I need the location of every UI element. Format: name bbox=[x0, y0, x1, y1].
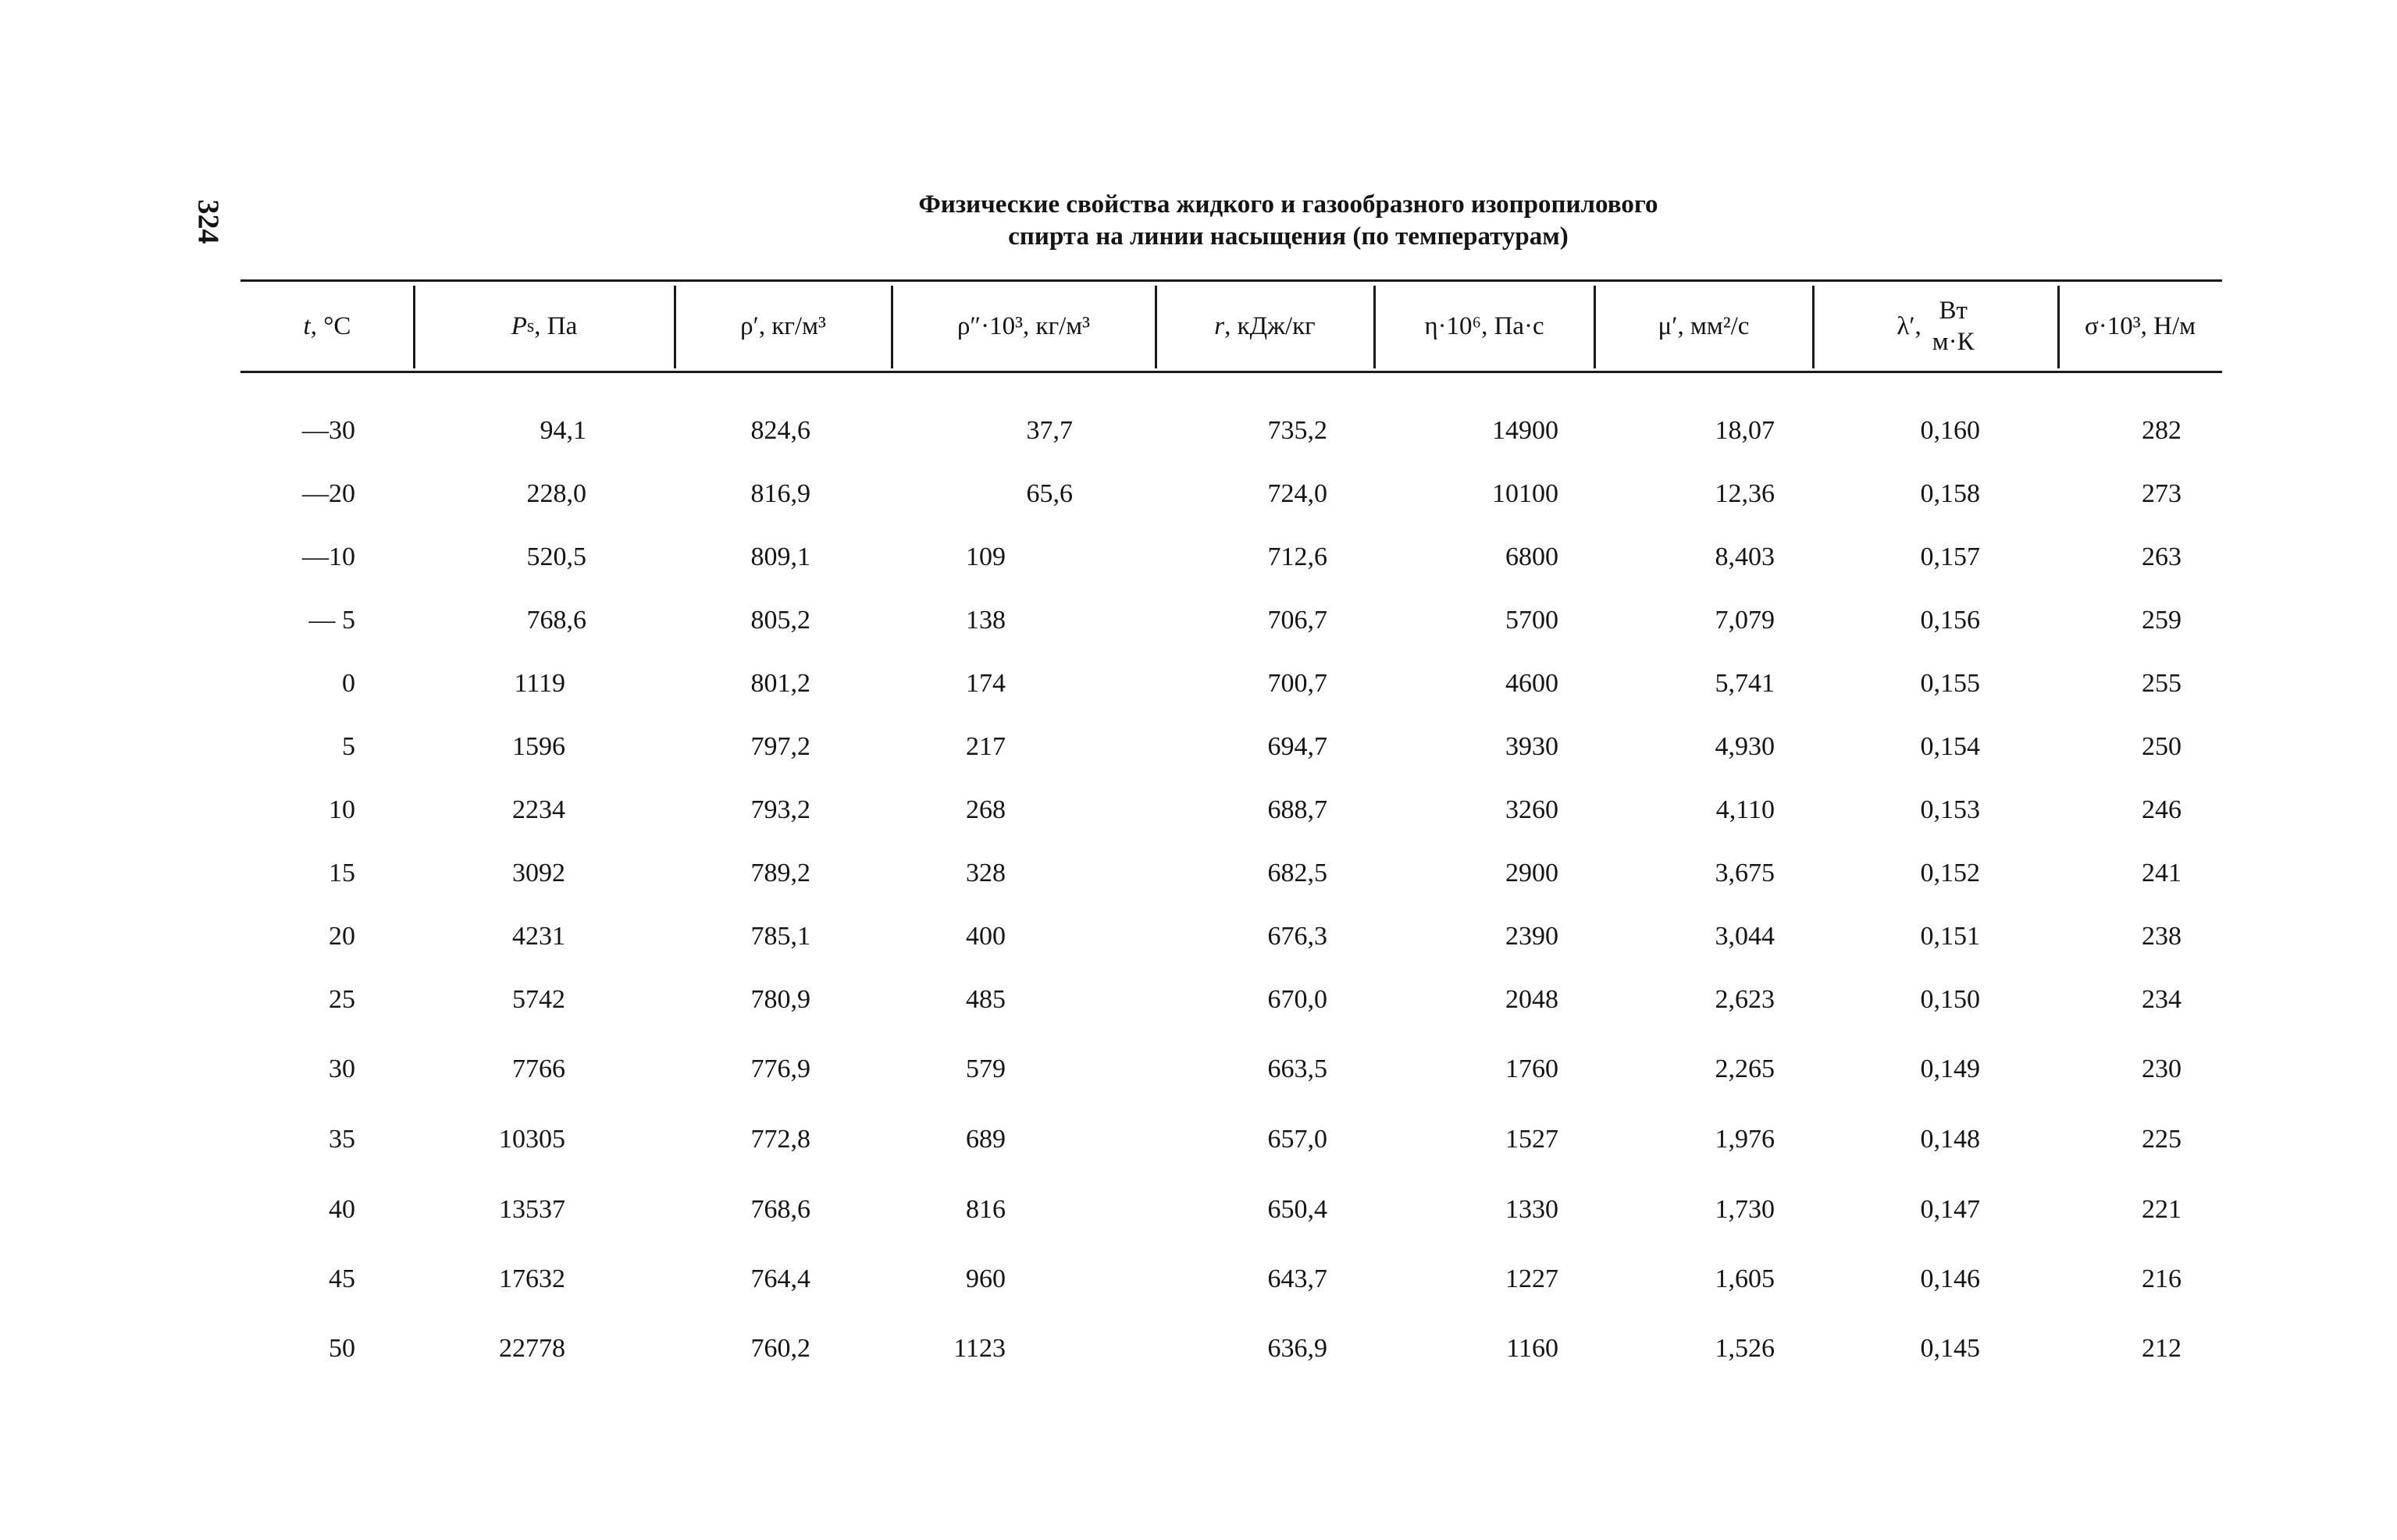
cell-ps: 228,0 bbox=[526, 479, 586, 508]
cell-r: 676,3 bbox=[1267, 922, 1327, 951]
cell-rho-vap: 138 bbox=[966, 606, 1006, 635]
cell-ps: 94,1 bbox=[540, 416, 586, 445]
cell-t: 5 bbox=[342, 732, 355, 761]
cell-rho-vap: 37,7 bbox=[1026, 416, 1073, 445]
column-divider bbox=[1812, 286, 1815, 368]
cell-mu: 1,526 bbox=[1715, 1334, 1775, 1363]
cell-t: 20 bbox=[329, 922, 355, 951]
column-divider bbox=[1373, 286, 1376, 368]
cell-r: 663,5 bbox=[1267, 1055, 1327, 1083]
header-latent-heat bbox=[1156, 282, 1374, 371]
header-surface-tension: σ·10³, Н/м bbox=[2084, 311, 2196, 340]
cell-r: 706,7 bbox=[1267, 606, 1327, 635]
cell-sigma: 230 bbox=[2142, 1055, 2182, 1083]
cell-mu: 7,079 bbox=[1715, 606, 1775, 635]
cell-mu: 2,623 bbox=[1715, 985, 1775, 1014]
cell-sigma: 234 bbox=[2142, 985, 2182, 1014]
cell-sigma: 216 bbox=[2142, 1264, 2182, 1293]
cell-rho-liq: 772,8 bbox=[750, 1125, 810, 1154]
table-row bbox=[240, 976, 2222, 1023]
cell-rho-liq: 768,6 bbox=[750, 1195, 810, 1224]
cell-t: —10 bbox=[302, 542, 355, 571]
cell-ps: 4231 bbox=[512, 922, 565, 951]
cell-sigma: 241 bbox=[2142, 859, 2182, 887]
cell-lambda: 0,147 bbox=[1920, 1195, 1980, 1224]
cell-eta: 2900 bbox=[1505, 859, 1558, 887]
column-divider bbox=[413, 286, 415, 368]
cell-mu: 2,265 bbox=[1715, 1055, 1775, 1083]
cell-lambda: 0,158 bbox=[1920, 479, 1980, 508]
cell-mu: 3,044 bbox=[1715, 922, 1775, 951]
cell-rho-vap: 217 bbox=[966, 732, 1006, 761]
table-header-row bbox=[240, 282, 2222, 371]
cell-ps: 22778 bbox=[499, 1334, 565, 1363]
cell-r: 670,0 bbox=[1267, 985, 1327, 1014]
cell-eta: 2390 bbox=[1505, 922, 1558, 951]
header-thermal-conductivity-unit-numerator: Вт bbox=[1939, 297, 1968, 325]
cell-lambda: 0,154 bbox=[1920, 732, 1980, 761]
header-thermal-conductivity bbox=[1813, 282, 2058, 371]
cell-rho-vap: 485 bbox=[966, 985, 1006, 1014]
cell-t: 30 bbox=[329, 1055, 355, 1083]
cell-ps: 520,5 bbox=[526, 542, 586, 571]
table-row bbox=[240, 850, 2222, 897]
table-row bbox=[240, 1256, 2222, 1303]
cell-r: 636,9 bbox=[1267, 1334, 1327, 1363]
cell-sigma: 259 bbox=[2142, 606, 2182, 635]
cell-ps: 1119 bbox=[514, 669, 565, 698]
cell-rho-liq: 764,4 bbox=[750, 1264, 810, 1293]
cell-eta: 1160 bbox=[1506, 1334, 1558, 1363]
cell-rho-vap: 816 bbox=[966, 1195, 1006, 1224]
cell-t: 0 bbox=[342, 669, 355, 698]
header-pressure-subscript: s bbox=[526, 315, 535, 336]
cell-rho-vap: 174 bbox=[966, 669, 1006, 698]
table-title-line-2: спирта на линии насыщения (по температурам) bbox=[1008, 222, 1569, 251]
column-divider bbox=[891, 286, 893, 368]
table-row bbox=[240, 724, 2222, 770]
cell-t: — 5 bbox=[308, 606, 355, 635]
cell-eta: 2048 bbox=[1505, 985, 1558, 1014]
cell-r: 682,5 bbox=[1267, 859, 1327, 887]
cell-eta: 4600 bbox=[1505, 669, 1558, 698]
cell-mu: 3,675 bbox=[1715, 859, 1775, 887]
cell-lambda: 0,156 bbox=[1920, 606, 1980, 635]
cell-ps: 13537 bbox=[499, 1195, 565, 1224]
cell-ps: 5742 bbox=[512, 985, 565, 1014]
header-temperature-symbol: t bbox=[303, 311, 311, 340]
cell-sigma: 255 bbox=[2142, 669, 2182, 698]
cell-eta: 5700 bbox=[1505, 606, 1558, 635]
header-thermal-conductivity-unit-denominator: м·К bbox=[1932, 328, 1975, 356]
cell-sigma: 263 bbox=[2142, 542, 2182, 571]
column-divider bbox=[674, 286, 676, 368]
cell-ps: 7766 bbox=[512, 1055, 565, 1083]
header-pressure-unit: , Па bbox=[534, 311, 578, 340]
cell-lambda: 0,150 bbox=[1920, 985, 1980, 1014]
cell-t: 45 bbox=[329, 1264, 355, 1293]
table-header-rule bbox=[240, 371, 2222, 373]
cell-eta: 1227 bbox=[1505, 1264, 1558, 1293]
header-latent-heat-symbol: r bbox=[1214, 311, 1225, 340]
cell-mu: 4,930 bbox=[1715, 732, 1775, 761]
header-vapor-density: ρ″·10³, кг/м³ bbox=[956, 311, 1091, 340]
cell-mu: 8,403 bbox=[1715, 542, 1775, 571]
table-row bbox=[240, 913, 2222, 960]
cell-t: —20 bbox=[302, 479, 355, 508]
table-title-line-1: Физические свойства жидкого и газообразного изопропилового bbox=[918, 190, 1658, 219]
header-temperature bbox=[240, 282, 414, 371]
cell-lambda: 0,155 bbox=[1920, 669, 1980, 698]
header-latent-heat-unit: , кДж/кг bbox=[1224, 311, 1316, 340]
table-row bbox=[240, 787, 2222, 834]
cell-eta: 3260 bbox=[1505, 795, 1558, 824]
table-row bbox=[240, 1116, 2222, 1163]
header-temperature-unit: , °C bbox=[310, 311, 351, 340]
cell-t: 40 bbox=[329, 1195, 355, 1224]
table-row bbox=[240, 1046, 2222, 1093]
cell-t: —30 bbox=[302, 416, 355, 445]
cell-lambda: 0,157 bbox=[1920, 542, 1980, 571]
cell-ps: 768,6 bbox=[526, 606, 586, 635]
cell-eta: 1760 bbox=[1505, 1055, 1558, 1083]
cell-rho-liq: 809,1 bbox=[750, 542, 810, 571]
table-row bbox=[240, 1325, 2222, 1372]
cell-rho-liq: 816,9 bbox=[750, 479, 810, 508]
cell-lambda: 0,149 bbox=[1920, 1055, 1980, 1083]
cell-t: 50 bbox=[329, 1334, 355, 1363]
cell-rho-liq: 801,2 bbox=[750, 669, 810, 698]
header-pressure-symbol: P bbox=[511, 311, 527, 340]
cell-lambda: 0,151 bbox=[1920, 922, 1980, 951]
cell-rho-vap: 65,6 bbox=[1026, 479, 1073, 508]
table-row bbox=[240, 534, 2222, 581]
cell-r: 643,7 bbox=[1267, 1264, 1327, 1293]
cell-rho-liq: 776,9 bbox=[750, 1055, 810, 1083]
cell-rho-liq: 780,9 bbox=[750, 985, 810, 1014]
cell-mu: 4,110 bbox=[1715, 795, 1775, 824]
cell-sigma: 225 bbox=[2142, 1125, 2182, 1154]
cell-rho-liq: 805,2 bbox=[750, 606, 810, 635]
cell-rho-vap: 689 bbox=[966, 1125, 1006, 1154]
cell-mu: 5,741 bbox=[1715, 669, 1775, 698]
cell-r: 688,7 bbox=[1267, 795, 1327, 824]
table-row bbox=[240, 407, 2222, 454]
header-thermal-conductivity-symbol: λ′, bbox=[1897, 311, 1922, 340]
cell-lambda: 0,145 bbox=[1920, 1334, 1980, 1363]
cell-ps: 2234 bbox=[512, 795, 565, 824]
column-divider bbox=[1594, 286, 1596, 368]
header-liquid-density: ρ′, кг/м³ bbox=[740, 311, 826, 340]
cell-t: 25 bbox=[329, 985, 355, 1014]
cell-lambda: 0,153 bbox=[1920, 795, 1980, 824]
cell-mu: 1,976 bbox=[1715, 1125, 1775, 1154]
cell-t: 15 bbox=[329, 859, 355, 887]
cell-eta: 1527 bbox=[1505, 1125, 1558, 1154]
cell-rho-vap: 1123 bbox=[953, 1334, 1006, 1363]
header-kinematic-viscosity: μ′, мм²/с bbox=[1658, 311, 1750, 340]
cell-rho-vap: 400 bbox=[966, 922, 1006, 951]
table-row bbox=[240, 597, 2222, 644]
page-number-text: 324 bbox=[191, 199, 224, 244]
header-dynamic-viscosity: η·10⁶, Па·с bbox=[1424, 311, 1544, 340]
cell-rho-liq: 793,2 bbox=[750, 795, 810, 824]
page-number bbox=[184, 190, 231, 253]
header-pressure bbox=[414, 282, 675, 371]
cell-rho-vap: 579 bbox=[966, 1055, 1006, 1083]
cell-sigma: 250 bbox=[2142, 732, 2182, 761]
cell-eta: 1330 bbox=[1505, 1195, 1558, 1224]
cell-r: 700,7 bbox=[1267, 669, 1327, 698]
cell-lambda: 0,152 bbox=[1920, 859, 1980, 887]
cell-r: 735,2 bbox=[1267, 416, 1327, 445]
cell-rho-liq: 797,2 bbox=[750, 732, 810, 761]
header-thermal-conductivity-unit bbox=[1932, 295, 1975, 357]
cell-rho-liq: 824,6 bbox=[750, 416, 810, 445]
table-row bbox=[240, 660, 2222, 707]
cell-rho-liq: 760,2 bbox=[750, 1334, 810, 1363]
cell-rho-vap: 109 bbox=[966, 542, 1006, 571]
column-divider bbox=[1155, 286, 1157, 368]
cell-r: 694,7 bbox=[1267, 732, 1327, 761]
cell-rho-liq: 785,1 bbox=[750, 922, 810, 951]
cell-rho-vap: 960 bbox=[966, 1264, 1006, 1293]
table-row bbox=[240, 471, 2222, 517]
cell-r: 724,0 bbox=[1267, 479, 1327, 508]
cell-r: 657,0 bbox=[1267, 1125, 1327, 1154]
cell-eta: 3930 bbox=[1505, 732, 1558, 761]
cell-sigma: 273 bbox=[2142, 479, 2182, 508]
cell-t: 35 bbox=[329, 1125, 355, 1154]
cell-r: 650,4 bbox=[1267, 1195, 1327, 1224]
cell-sigma: 246 bbox=[2142, 795, 2182, 824]
cell-sigma: 212 bbox=[2142, 1334, 2182, 1363]
column-divider bbox=[2057, 286, 2060, 368]
cell-lambda: 0,146 bbox=[1920, 1264, 1980, 1293]
cell-sigma: 282 bbox=[2142, 416, 2182, 445]
cell-eta: 14900 bbox=[1492, 416, 1558, 445]
cell-t: 10 bbox=[329, 795, 355, 824]
cell-mu: 12,36 bbox=[1715, 479, 1775, 508]
cell-rho-vap: 268 bbox=[966, 795, 1006, 824]
cell-mu: 18,07 bbox=[1715, 416, 1775, 445]
cell-ps: 10305 bbox=[499, 1125, 565, 1154]
table-title bbox=[703, 189, 1874, 253]
cell-eta: 6800 bbox=[1505, 542, 1558, 571]
cell-ps: 17632 bbox=[499, 1264, 565, 1293]
cell-sigma: 221 bbox=[2142, 1195, 2182, 1224]
cell-sigma: 238 bbox=[2142, 922, 2182, 951]
cell-r: 712,6 bbox=[1267, 542, 1327, 571]
cell-mu: 1,730 bbox=[1715, 1195, 1775, 1224]
cell-rho-vap: 328 bbox=[966, 859, 1006, 887]
table-row bbox=[240, 1186, 2222, 1233]
cell-rho-liq: 789,2 bbox=[750, 859, 810, 887]
cell-lambda: 0,148 bbox=[1920, 1125, 1980, 1154]
cell-ps: 3092 bbox=[512, 859, 565, 887]
cell-ps: 1596 bbox=[512, 732, 565, 761]
cell-mu: 1,605 bbox=[1715, 1264, 1775, 1293]
cell-eta: 10100 bbox=[1492, 479, 1558, 508]
cell-lambda: 0,160 bbox=[1920, 416, 1980, 445]
